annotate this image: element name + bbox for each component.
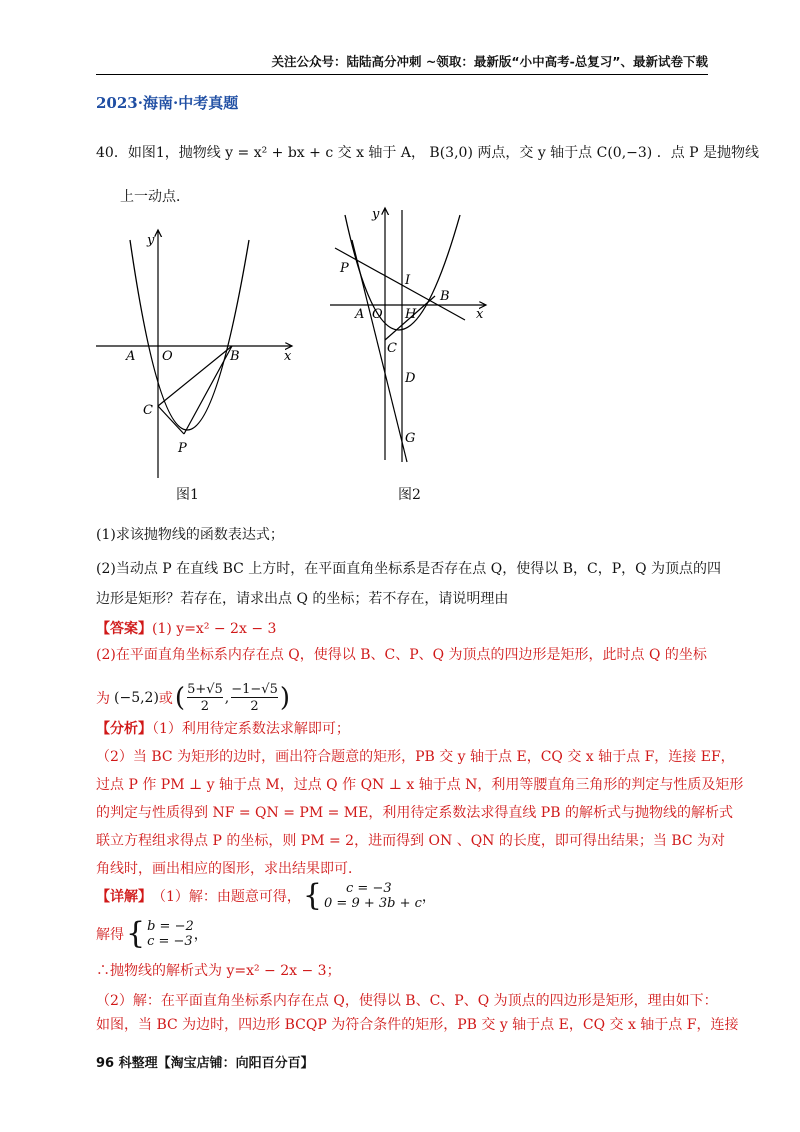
figure-2 [330,207,486,462]
fig1-label-o: O [162,349,173,364]
fig1-segment-cp [158,406,184,434]
problem-line-1: 40．如图1，抛物线 y = x² + bx + c 交 x 轴于 A， B(3,0) 两点，交 y 轴于点 C(0,−3) ．点 P 是抛物线 [96,145,760,161]
fig1-label-p: P [178,441,187,456]
figure-1-caption: 图1 [176,487,199,503]
analysis-line-5: 联立方程组求得点 P 的坐标，则 PM = 2，进而得到 ON 、QN 的长度，即可得出结果；当 BC 为对 [96,833,726,849]
detail-line-5: 如图，当 BC 为边时，四边形 BCQP 为符合条件的矩形，PB 交 y 轴于点 E，CQ 交 x 轴于点 F，连接 [96,1017,739,1033]
fig1-parabola [130,240,249,430]
figure-2-caption: 图2 [398,487,421,503]
fig2-label-p: P [340,261,349,276]
figures-svg [0,0,800,520]
fig2-label-g: G [405,431,416,446]
analysis-tag: 【分析】 [96,721,152,737]
fig2-label-o: O [372,307,383,322]
fraction-2: −1−√5 2 [231,682,278,714]
detail-line-3: ∴抛物线的解析式为 y=x² − 2x − 3； [96,963,341,979]
detail-line-4: （2）解：在平面直角坐标系内存在点 Q，使得以 B、C、P、Q 为顶点的四边形是矩形，理由如下： [96,993,718,1009]
page-footer: 96 科整理【淘宝店铺：向阳百分百】 [96,1056,314,1071]
answer-point-1: (−5,2) [114,690,159,706]
analysis-line-1: 【分析】（1）利用待定系数法求解即可； [96,721,350,737]
fraction-1: 5+√5 2 [187,682,223,714]
fig1-segment-pb [184,346,232,434]
analysis-line-3: 过点 P 作 PM ⊥ y 轴于点 M，过点 Q 作 QN ⊥ x 轴于点 N，利用等腰直角三角形的判定与性质及矩形 [96,777,744,793]
fig1-label-y: y [147,233,155,248]
fig2-label-c: C [387,341,397,356]
answer-line-3: 为 (−5,2) 或 ( 5+√5 2 , −1−√5 2 ) [96,682,291,714]
answer-tag: 【答案】 [96,621,152,637]
fig1-label-x: x [284,349,292,364]
fig1-label-a: A [126,349,136,364]
fig2-label-h: H [405,307,417,322]
question-2-line-1: (2)当动点 P 在直线 BC 上方时，在平面直角坐标系是否存在点 Q，使得以 B，C，P，Q 为顶点的四 [96,561,722,577]
fig2-label-a: A [355,307,365,322]
analysis-line-6: 角线时，画出相应的图形，求出结果即可． [96,861,362,877]
detail-line-2: 解得 { b = −2 c = −3 ， [96,916,208,951]
answer-line-2: (2)在平面直角坐标系内存在点 Q，使得以 B、C、P、Q 为顶点的四边形是矩形，此时点 Q 的坐标 [96,647,707,663]
system-1: c = −3 0 = 9 + 3b + c [324,880,422,911]
figure-1 [96,230,292,478]
fig2-label-x: x [476,307,484,322]
question-1: (1)求该抛物线的函数表达式； [96,527,284,543]
answer-or: 或 [158,691,173,707]
page-header: 关注公众号：陆陆高分冲刺 ~领取：最新版“小中高考-总复习”、最新试卷下载 [96,52,708,75]
analysis-line-2: （2）当 BC 为矩形的边时，画出符合题意的矩形，PB 交 y 轴于点 E，CQ 交 x 轴于点 F，连接 EF， [96,749,735,765]
fig2-label-y: y [372,207,380,222]
detail-line-1: 【详解】 （1）解：由题意可得， { c = −3 0 = 9 + 3b + c ， [96,878,436,913]
answer-line-1 [96,618,276,638]
system-2: b = −2 c = −3 [147,918,194,949]
fig2-label-d: D [405,371,416,386]
analysis-line-4: 的判定与性质得到 NF = QN = PM = ME，利用待定系数法求得直线 PB 的解析式与抛物线的解析式 [96,805,733,821]
fig1-label-c: C [143,403,153,418]
answer-prefix: 为 [96,691,110,707]
fig2-label-i: I [405,273,411,288]
section-title: 2023·海南·中考真题 [96,94,239,112]
problem-line-2: 上一动点． [120,189,190,205]
answer-1: (1) y=x² − 2x − 3 [152,621,277,637]
detail-tag: 【详解】 [96,888,152,905]
fig1-label-b: B [230,349,240,364]
question-2-line-2: 边形是矩形？若存在，请求出点 Q 的坐标；若不存在，请说明理由 [96,591,509,607]
fig2-label-b: B [440,289,450,304]
